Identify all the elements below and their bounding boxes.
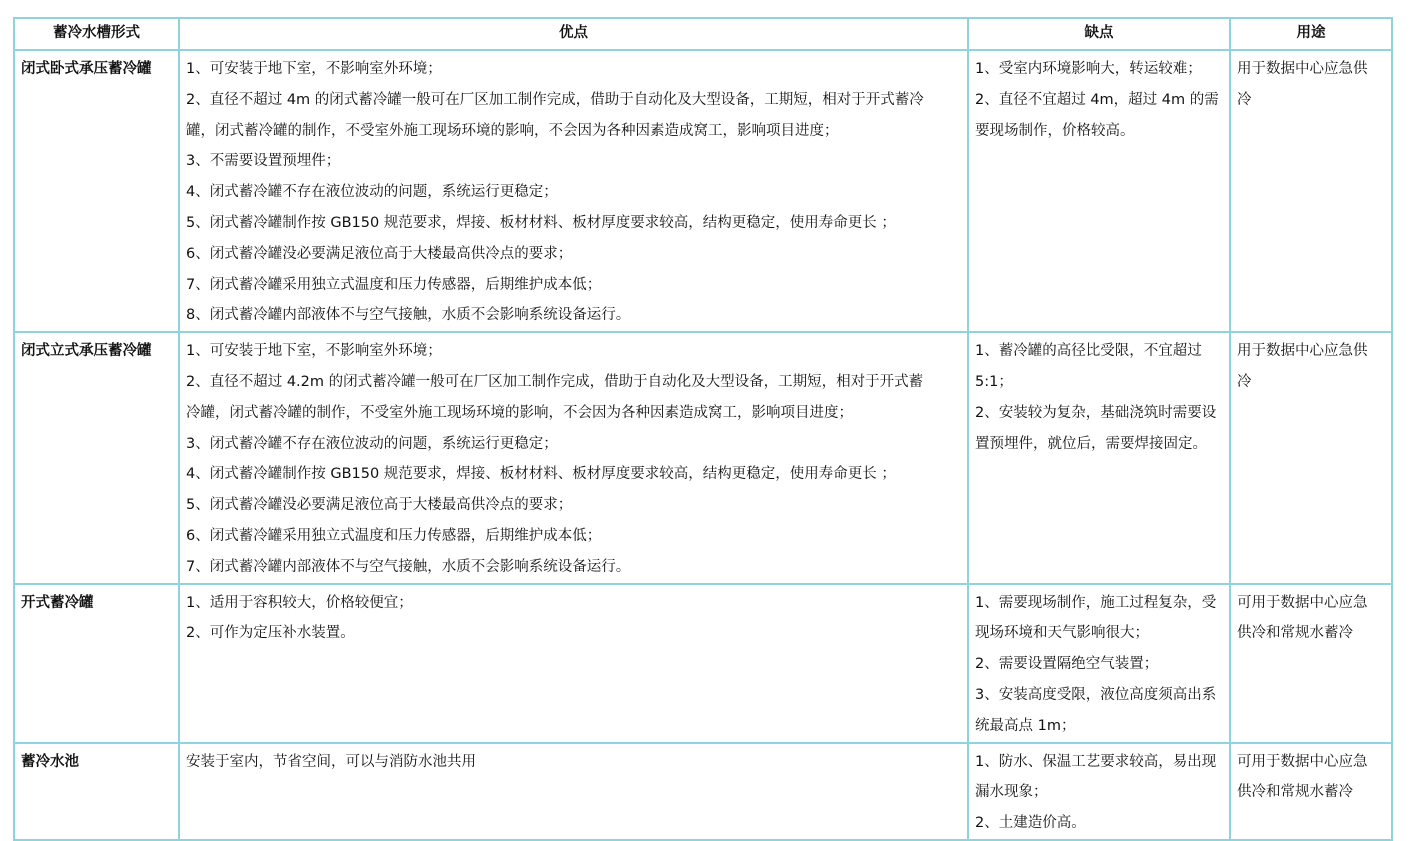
tank-type-label: 蓄冷水池 <box>21 753 79 770</box>
pros-line: 冷罐，闭式蓄冷罐的制作，不受室外施工现场环境的影响，不会因为各种因素造成窝工，影响项目进度； <box>186 404 853 421</box>
pros-line: 7、闭式蓄冷罐采用独立式温度和压力传感器，后期维护成本低； <box>186 276 602 293</box>
cons-line: 3、安装高度受限，液位高度须高出系 <box>975 686 1217 703</box>
tank-type-label: 闭式卧式承压蓄冷罐 <box>21 61 152 77</box>
cons-line: 统最高点 1m； <box>975 717 1076 734</box>
table-row <box>14 584 1392 743</box>
use-cell <box>1230 50 1392 332</box>
cons-cell <box>968 584 1230 743</box>
use-cell <box>1230 584 1392 743</box>
cons-line: 1、受室内环境影响大，转运较难； <box>975 61 1202 77</box>
cons-line: 现场环境和天气影响很大； <box>975 625 1149 642</box>
header-type: 蓄冷水槽形式 <box>14 18 179 50</box>
cons-line: 2、直径不宜超过 4m，超过 4m 的需 <box>975 91 1219 108</box>
pros-line: 安装于室内，节省空间，可以与消防水池共用 <box>186 753 476 770</box>
pros-line: 2、直径不超过 4.2m 的闭式蓄冷罐一般可在厂区加工制作完成，借助于自动化及大型设备，工期短，相对于开式蓄 <box>186 373 924 390</box>
table-row <box>14 50 1392 332</box>
tank-type-label: 开式蓄冷罐 <box>21 594 94 611</box>
pros-line: 8、闭式蓄冷罐内部液体不与空气接触，水质不会影响系统设备运行。 <box>186 307 631 324</box>
use-cell <box>1230 332 1392 583</box>
pros-line: 5、闭式蓄冷罐制作按 GB150 规范要求，焊接、板材材料、板材厚度要求较高，结构更稳定，使用寿命更长 ； <box>186 214 896 231</box>
pros-cell <box>179 50 968 332</box>
pros-line: 3、闭式蓄冷罐不存在液位波动的问题，系统运行更稳定； <box>186 435 558 452</box>
cons-line: 漏水现象； <box>975 784 1048 801</box>
tank-type-cell <box>14 584 179 743</box>
cons-cell <box>968 50 1230 332</box>
use-line: 冷 <box>1237 373 1252 390</box>
pros-line: 2、可作为定压补水装置。 <box>186 625 355 642</box>
cons-line: 1、防水、保温工艺要求较高，易出现 <box>975 753 1217 770</box>
pros-line: 2、直径不超过 4m 的闭式蓄冷罐一般可在厂区加工制作完成，借助于自动化及大型设备，工期短，相对于开式蓄冷 <box>186 91 924 108</box>
cons-line: 1、需要现场制作，施工过程复杂，受 <box>975 594 1217 611</box>
header-row <box>14 18 1392 50</box>
pros-line: 罐，闭式蓄冷罐的制作，不受室外施工现场环境的影响，不会因为各种因素造成窝工，影响项目进度； <box>186 122 839 139</box>
cons-line: 置预埋件，就位后，需要焊接固定。 <box>975 435 1207 452</box>
pros-line: 1、可安装于地下室，不影响室外环境； <box>186 343 442 360</box>
pros-cell <box>179 743 968 840</box>
pros-line: 5、闭式蓄冷罐没必要满足液位高于大楼最高供冷点的要求； <box>186 497 573 514</box>
use-line: 供冷和常规水蓄冷 <box>1237 625 1353 642</box>
cons-cell <box>968 332 1230 583</box>
table-row <box>14 743 1392 840</box>
cons-line: 要现场制作，价格较高。 <box>975 122 1135 139</box>
pros-line: 6、闭式蓄冷罐没必要满足液位高于大楼最高供冷点的要求； <box>186 245 573 262</box>
cons-cell <box>968 743 1230 840</box>
cons-line: 5:1； <box>975 373 1013 390</box>
use-line: 冷 <box>1237 91 1252 108</box>
header-pros: 优点 <box>179 18 968 50</box>
use-line: 用于数据中心应急供 <box>1237 343 1368 360</box>
cons-line: 2、土建造价高。 <box>975 815 1086 832</box>
cons-line: 1、蓄冷罐的高径比受限，不宜超过 <box>975 343 1202 360</box>
use-cell <box>1230 743 1392 840</box>
pros-line: 4、闭式蓄冷罐制作按 GB150 规范要求，焊接、板材材料、板材厚度要求较高，结构更稳定，使用寿命更长 ； <box>186 466 896 483</box>
tank-type-cell <box>14 743 179 840</box>
pros-line: 1、可安装于地下室，不影响室外环境； <box>186 61 442 77</box>
pros-cell <box>179 584 968 743</box>
tank-type-label: 闭式立式承压蓄冷罐 <box>21 343 152 360</box>
header-cons: 缺点 <box>968 18 1230 50</box>
cons-line: 2、需要设置隔绝空气装置； <box>975 656 1159 673</box>
pros-line: 7、闭式蓄冷罐内部液体不与空气接触，水质不会影响系统设备运行。 <box>186 558 631 575</box>
tank-type-cell <box>14 332 179 583</box>
use-line: 可用于数据中心应急 <box>1237 594 1368 611</box>
pros-line: 3、不需要设置预埋件； <box>186 153 341 170</box>
use-line: 供冷和常规水蓄冷 <box>1237 784 1353 801</box>
comparison-table <box>13 17 1393 841</box>
pros-line: 1、适用于容积较大，价格较便宜； <box>186 594 413 611</box>
tank-type-cell <box>14 50 179 332</box>
pros-cell <box>179 332 968 583</box>
use-line: 用于数据中心应急供 <box>1237 61 1368 77</box>
cons-line: 2、安装较为复杂，基础浇筑时需要设 <box>975 404 1217 421</box>
pros-line: 6、闭式蓄冷罐采用独立式温度和压力传感器，后期维护成本低； <box>186 527 602 544</box>
pros-line: 4、闭式蓄冷罐不存在液位波动的问题，系统运行更稳定； <box>186 184 558 201</box>
use-line: 可用于数据中心应急 <box>1237 753 1368 770</box>
table-row <box>14 332 1392 583</box>
header-use: 用途 <box>1230 18 1392 50</box>
